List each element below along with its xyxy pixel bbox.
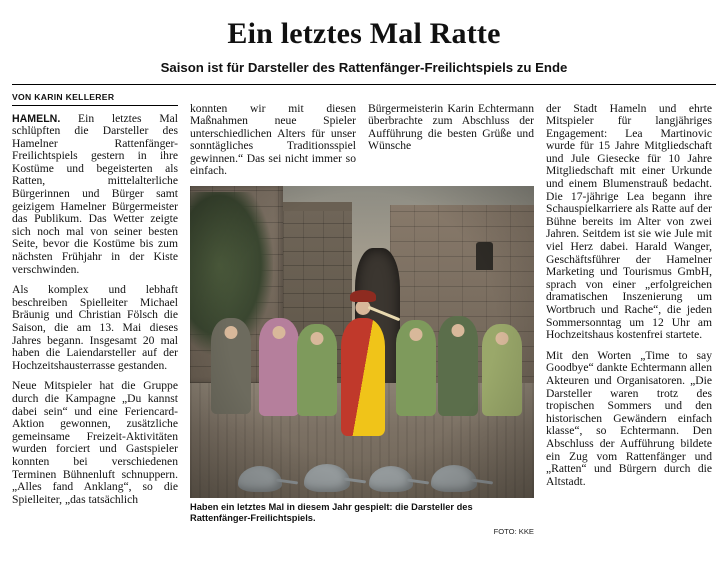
column-top-spacer bbox=[546, 92, 712, 103]
photo-vignette bbox=[190, 186, 534, 498]
dateline: HAMELN. bbox=[12, 112, 61, 125]
paragraph-4: konnten wir mit diesen Maßnahmen neue Spieler unterschiedlichen Alters für unser sonntägliches Traditionsspiel gewinnen.“ Das sei nicht immer so einfach. bbox=[190, 101, 356, 178]
subheadline: Saison ist für Darsteller des Rattenfänger-Freilichtspiels zu Ende bbox=[160, 59, 568, 75]
page-title: Ein letztes Mal Ratte bbox=[227, 17, 501, 50]
header-divider bbox=[12, 84, 716, 85]
paragraph-5: Bürgermeisterin Karin Echtermann überbrachte zum Abschluss der Aufführung die besten Grüße und Wünsche bbox=[368, 101, 534, 153]
photo-caption: Haben ein letztes Mal in diesem Jahr gespielt: die Darsteller des Rattenfänger-Freilichtspiels. bbox=[190, 502, 473, 524]
paragraph-2: Als komplex und lebhaft beschreiben Spielleiter Michael Bräunig und Christian Fölsch die Saison, die am 13. Mai dieses Jahres begann. Insgesamt 20 mal haben die Laiendarsteller auf der Hochzeitshausterrasse gestanden. bbox=[12, 283, 178, 372]
column-top-spacer bbox=[190, 92, 534, 103]
paragraph-1-text: Ein letztes Mal schlüpften die Darsteller des Hamelner Rattenfänger-Freilichtspiels gestern in ihre Kostüme und begeisterten als Ratten, mittelalterliche Bürgerinnen und Bürger samt geizigem Hamelner Bürgermeister das Publikum. Das Wetter zeigte sich noch mal von seiner besten Seite, bevor die Kostüme bis zum nächsten Frühjahr in der Kiste verschwinden. bbox=[12, 111, 178, 276]
photo-block bbox=[190, 186, 534, 536]
paragraph-6: Mit den Worten „Time to say Goodbye“ dankte Echtermann allen Akteuren und Organisatoren. „Die Darsteller waren trotz des tropischen Sommers und den historischen Gewändern einfach klasse“, so Echtermann. Den Abschluss der Aufführung bildete ein Zug vom Rattenfänger und „Ratten“ und Bürgern durch die Altstadt. bbox=[546, 348, 712, 488]
column-2-text bbox=[190, 103, 356, 187]
article-photo bbox=[190, 186, 534, 498]
text-above-photo bbox=[190, 103, 534, 187]
photo-credit: FOTO: KKE bbox=[493, 527, 534, 537]
paragraph-5-continued: der Stadt Hameln und ehrte Mitspieler für langjähriges Engagement: Lea Martinovic wurde für 15 Jahre Mitgliedschaft und Jule Giesecke für 10 Jahre Mitgliedschaft mit einer Urkunde und einem Blumenstrauß bedacht. Die 17-jährige Lea begann ihre Schauspielkarriere als Ratte auf der Bühne bereits im Alter von zwei Jahren. Seitdem ist sie wie Jule mit viel Herz dabei. Harald Wanger, Geschäftsführer der Hamelner Marketing und Tourismus GmbH, sprach von einer „erfolgreichen dramatischen Inszenierung um Wortbruch und Rache“, die jeden Sommersonntag um 12 Uhr am Hochzeitshaus kostenfrei startete. bbox=[546, 101, 712, 342]
column-2-3 bbox=[190, 92, 534, 562]
column-1 bbox=[12, 92, 178, 562]
article-columns bbox=[12, 92, 716, 562]
column-3-text bbox=[368, 103, 534, 187]
column-4 bbox=[546, 92, 712, 562]
byline: VON KARIN KELLERER bbox=[12, 92, 178, 106]
paragraph-3: Neue Mitspieler hat die Gruppe durch die Kampagne „Du kannst dabei sein“ und eine Feriencard-Aktion gewonnen, zusätzliche gemeinsame Freizeit-Aktivitäten wurden forciert und Gastspieler konnten bei verschiedenen Terminen Bühnenluft schnuppern. „Alles fand Anklang“, so die Spielleiter, „das tatsächlich bbox=[12, 379, 178, 506]
paragraph-1 bbox=[12, 113, 178, 277]
